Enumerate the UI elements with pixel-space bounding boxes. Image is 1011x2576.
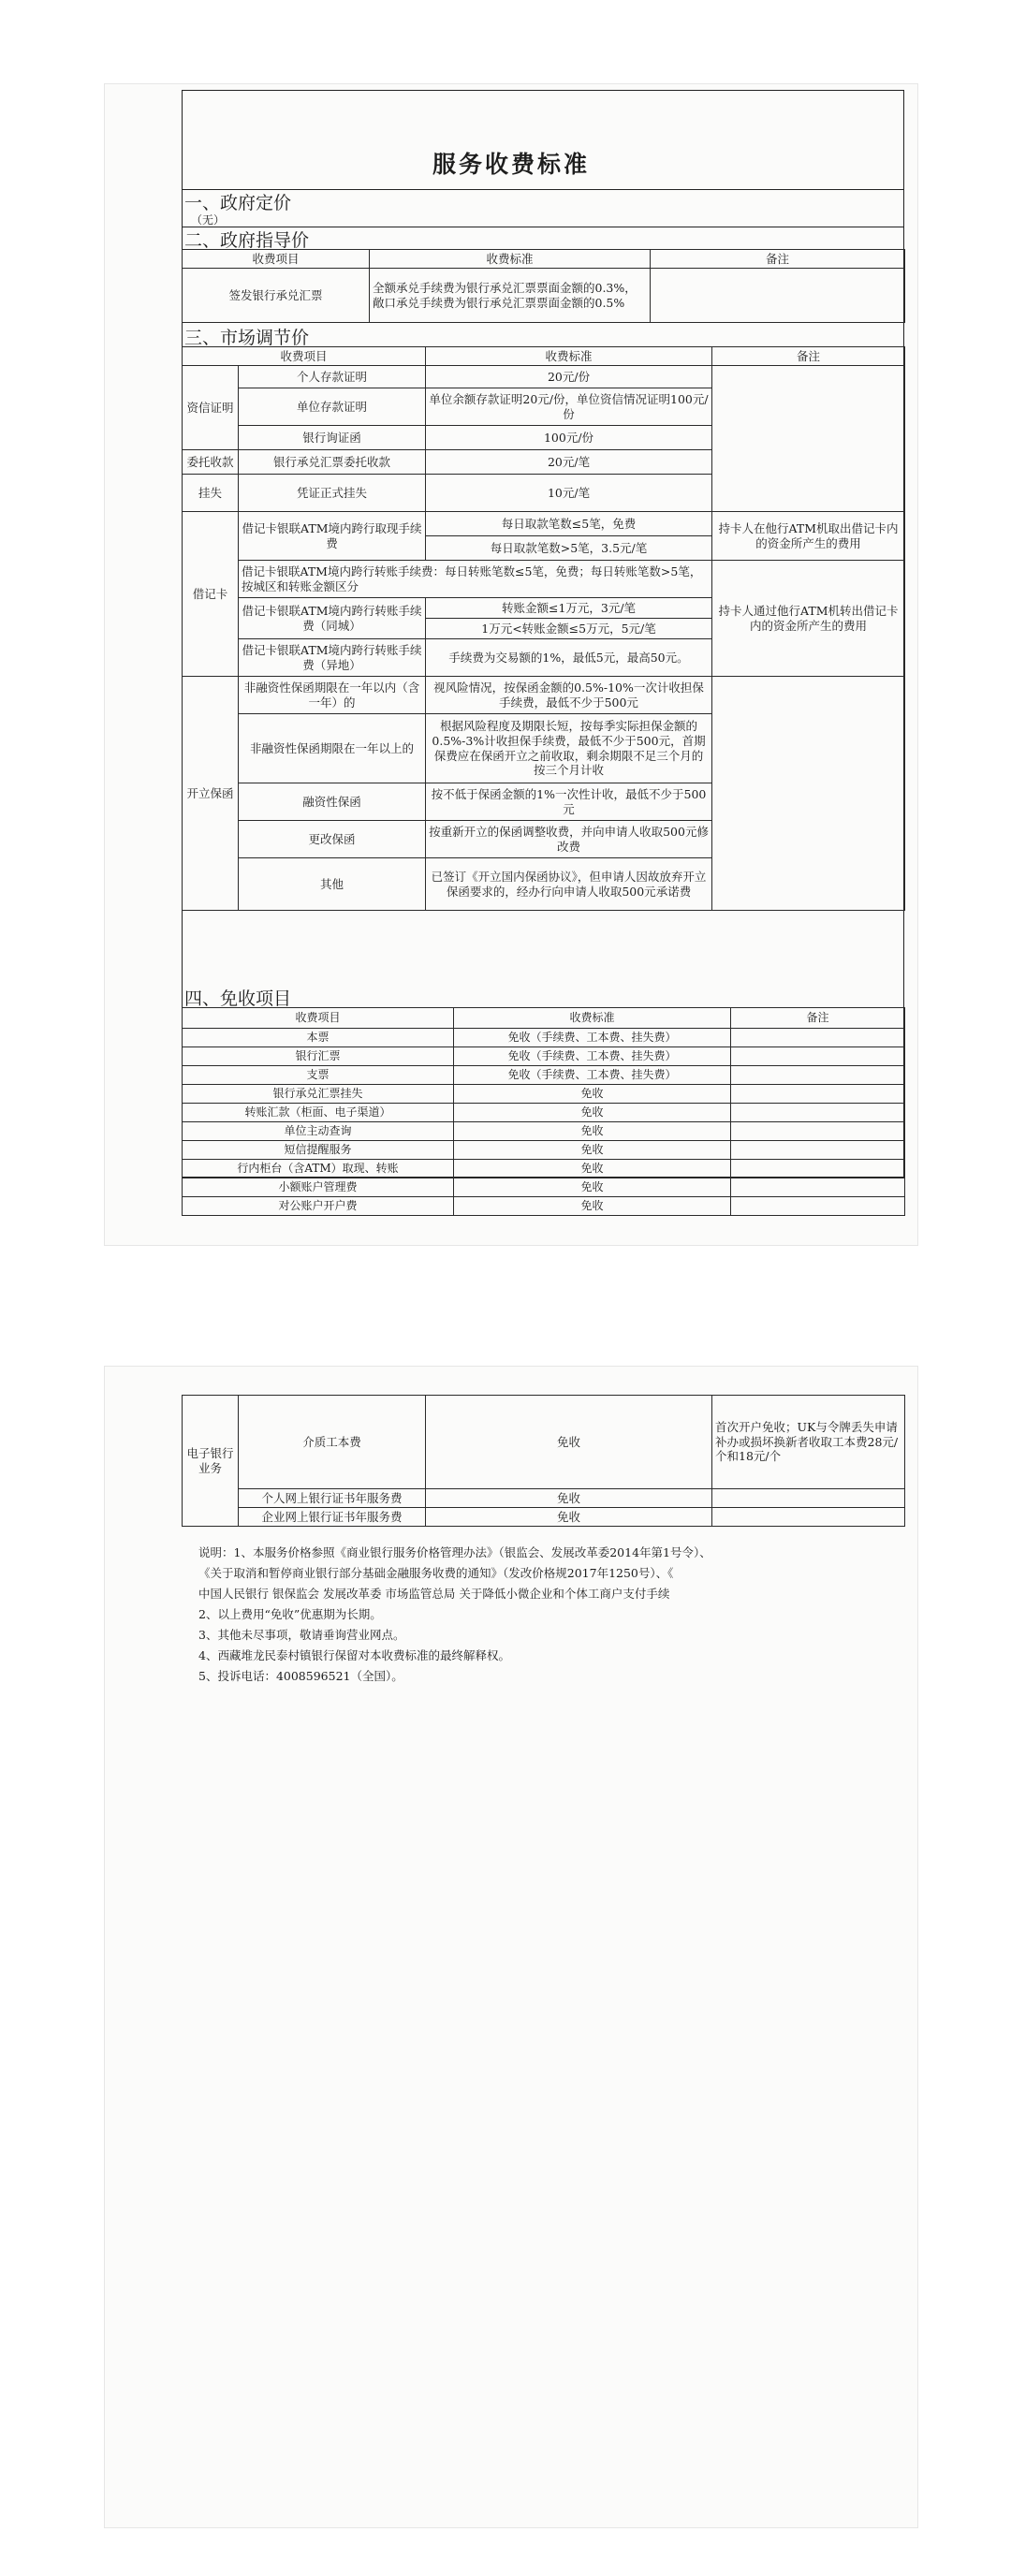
section-heading-2: 二、政府指导价 [184, 230, 310, 251]
table-cell [731, 1122, 905, 1141]
table-cell: 凭证正式挂失 [239, 475, 426, 512]
table-cell [731, 1197, 905, 1216]
table-cell: 1万元<转账金额≤5万元，5元/笔 [426, 619, 712, 639]
table-cell: 首次开户免收；UK与令牌丢失申请补办或损坏换新者收取工本费28元/个和18元/个 [712, 1396, 905, 1489]
table-cell: 免收（手续费、工本费、挂失费） [454, 1029, 731, 1047]
table-cell: 免收 [454, 1085, 731, 1104]
table-cell: 每日取款笔数≤5笔，免费 [426, 512, 712, 536]
page-title: 服务收费标准 [432, 151, 590, 178]
header-cell: 收费项目 [183, 347, 426, 366]
table-cell: 融资性保函 [239, 783, 426, 821]
table-cell: 免收 [426, 1508, 712, 1527]
table-cell: 免收 [426, 1396, 712, 1489]
group-cell: 委托收款 [183, 450, 239, 475]
table-row [183, 1066, 905, 1085]
table-cell [731, 1066, 905, 1085]
table-cell: 视风险情况，按保函金额的0.5%-10%一次计收担保手续费，最低不少于500元 [426, 677, 712, 714]
table-cell [731, 1029, 905, 1047]
table-cell: 免收 [454, 1104, 731, 1122]
table-cell: 单位余额存款证明20元/份，单位资信情况证明100元/份 [426, 388, 712, 426]
table-cell: 非融资性保函期限在一年以上的 [239, 714, 426, 783]
table-cell [712, 366, 905, 512]
table-cell [651, 269, 905, 323]
table-cell: 免收 [454, 1197, 731, 1216]
header-cell: 收费标准 [370, 250, 651, 269]
table-cell: 手续费为交易额的1%，最低5元，最高50元。 [426, 639, 712, 677]
table-cell [731, 1178, 905, 1197]
table-cell: 持卡人通过他行ATM机转出借记卡内的资金所产生的费用 [712, 561, 905, 677]
table-cell: 每日取款笔数>5笔，3.5元/笔 [426, 536, 712, 561]
table-cell: 免收 [454, 1141, 731, 1160]
table-cell: 借记卡银联ATM境内跨行取现手续费 [239, 512, 426, 561]
table-cell: 支票 [183, 1066, 454, 1085]
remark-line: 《关于取消和暂停商业银行部分基础金融服务收费的通知》（发改价格规2017年1250号）、《 [198, 1566, 674, 1580]
table-cell: 短信提醒服务 [183, 1141, 454, 1160]
table-cell: 借记卡银联ATM境内跨行转账手续费（同城） [239, 598, 426, 639]
table-cell: 根据风险程度及期限长短，按每季实际担保金额的0.5%-3%计收担保手续费，最低不少于500元，首期保费应在保函开立之前收取，剩余期限不足三个月的按三个月计收 [426, 714, 712, 783]
e-banking-table [182, 1395, 905, 1527]
table-cell: 全额承兑手续费为银行承兑汇票票面金额的0.3%，敞口承兑手续费为银行承兑汇票票面金额的0.5% [370, 269, 651, 323]
table-cell: 10元/笔 [426, 475, 712, 512]
table-cell: 小额账户管理费 [183, 1178, 454, 1197]
group-cell: 借记卡 [183, 512, 239, 677]
table-cell: 对公账户开户费 [183, 1197, 454, 1216]
table-cell [731, 1141, 905, 1160]
table-cell: 介质工本费 [239, 1396, 426, 1489]
table-cell: 企业网上银行证书年服务费 [239, 1508, 426, 1527]
remark-line: 中国人民银行 银保监会 发展改革委 市场监管总局 关于降低小微企业和个体工商户支付手续 [198, 1587, 670, 1601]
gov-guided-table [182, 249, 905, 323]
group-cell: 开立保函 [183, 677, 239, 911]
table-row [183, 1122, 905, 1141]
remarks-block [198, 1543, 910, 1687]
table-row [183, 1047, 905, 1066]
remark-line: 5、投诉电话：4008596521（全国）。 [198, 1669, 403, 1683]
table-cell: 按重新开立的保函调整收费，并向申请人收取500元修改费 [426, 821, 712, 858]
table-row [183, 1104, 905, 1122]
table-cell: 持卡人在他行ATM机取出借记卡内的资金所产生的费用 [712, 512, 905, 561]
table-cell: 单位存款证明 [239, 388, 426, 426]
table-cell [731, 1160, 905, 1178]
table-row [183, 1178, 905, 1197]
table-cell: 免收 [426, 1489, 712, 1508]
section-heading-1: 一、政府定价 [184, 193, 292, 213]
table-cell [712, 1489, 905, 1508]
header-cell: 备注 [712, 347, 905, 366]
table-cell: 行内柜台（含ATM）取现、转账 [183, 1160, 454, 1178]
table-cell: 银行询证函 [239, 426, 426, 450]
table-cell: 免收（手续费、工本费、挂失费） [454, 1047, 731, 1066]
remark-line: 说明：1、本服务价格参照《商业银行服务价格管理办法》（银监会、发展改革委2014年第1号令）、 [198, 1545, 711, 1559]
header-cell: 收费标准 [426, 347, 712, 366]
table-row [183, 1029, 905, 1047]
table-cell: 签发银行承兑汇票 [183, 269, 370, 323]
table-cell: 借记卡银联ATM境内跨行转账手续费（异地） [239, 639, 426, 677]
table-cell: 本票 [183, 1029, 454, 1047]
table-cell: 借记卡银联ATM境内跨行转账手续费：每日转账笔数≤5笔，免费；每日转账笔数>5笔，按城区和转账金额区分 [239, 561, 712, 598]
table-cell: 更改保函 [239, 821, 426, 858]
document-page-1 [105, 84, 917, 1245]
table-row [183, 1160, 905, 1178]
document-page-2 [105, 1367, 917, 2527]
table-row [183, 1085, 905, 1104]
section-heading-3: 三、市场调节价 [184, 328, 310, 348]
table-cell [731, 1104, 905, 1122]
group-cell: 电子银行业务 [183, 1396, 239, 1527]
table-cell: 银行汇票 [183, 1047, 454, 1066]
table-cell: 个人网上银行证书年服务费 [239, 1489, 426, 1508]
header-cell: 收费标准 [454, 1008, 731, 1029]
table-cell: 银行承兑汇票委托收款 [239, 450, 426, 475]
group-cell: 挂失 [183, 475, 239, 512]
section-1-note: （无） [191, 213, 226, 227]
table-cell [731, 1085, 905, 1104]
remark-line: 4、西藏堆龙民泰村镇银行保留对本收费标准的最终解释权。 [198, 1648, 510, 1662]
header-cell: 备注 [651, 250, 905, 269]
table-cell: 非融资性保函期限在一年以内（含一年）的 [239, 677, 426, 714]
table-cell: 免收 [454, 1160, 731, 1178]
table-cell: 银行承兑汇票挂失 [183, 1085, 454, 1104]
table-cell: 20元/份 [426, 366, 712, 388]
table-cell: 免收（手续费、工本费、挂失费） [454, 1066, 731, 1085]
remark-line: 2、以上费用“免收”优惠期为长期。 [198, 1607, 382, 1621]
section-heading-4: 四、免收项目 [184, 988, 292, 1009]
table-row [183, 1141, 905, 1160]
group-cell: 资信证明 [183, 366, 239, 450]
table-cell [712, 1508, 905, 1527]
table-cell: 转账金额≤1万元，3元/笔 [426, 598, 712, 619]
table-cell: 100元/份 [426, 426, 712, 450]
table-cell: 单位主动查询 [183, 1122, 454, 1141]
header-cell: 收费项目 [183, 1008, 454, 1029]
exempt-items-table [182, 1007, 905, 1216]
table-cell: 免收 [454, 1122, 731, 1141]
table-cell: 其他 [239, 858, 426, 911]
table-cell: 20元/笔 [426, 450, 712, 475]
table-row [183, 1197, 905, 1216]
remark-line: 3、其他未尽事项，敬请垂询营业网点。 [198, 1628, 405, 1642]
table-cell [731, 1047, 905, 1066]
header-cell: 收费项目 [183, 250, 370, 269]
table-cell: 免收 [454, 1178, 731, 1197]
table-cell [712, 677, 905, 911]
table-cell: 个人存款证明 [239, 366, 426, 388]
table-cell: 按不低于保函金额的1%一次性计收，最低不少于500元 [426, 783, 712, 821]
market-price-table [182, 346, 905, 911]
table-cell: 转账汇款（柜面、电子渠道） [183, 1104, 454, 1122]
header-cell: 备注 [731, 1008, 905, 1029]
table-cell: 已签订《开立国内保函协议》，但申请人因故放弃开立保函要求的，经办行向申请人收取500元承诺费 [426, 858, 712, 911]
